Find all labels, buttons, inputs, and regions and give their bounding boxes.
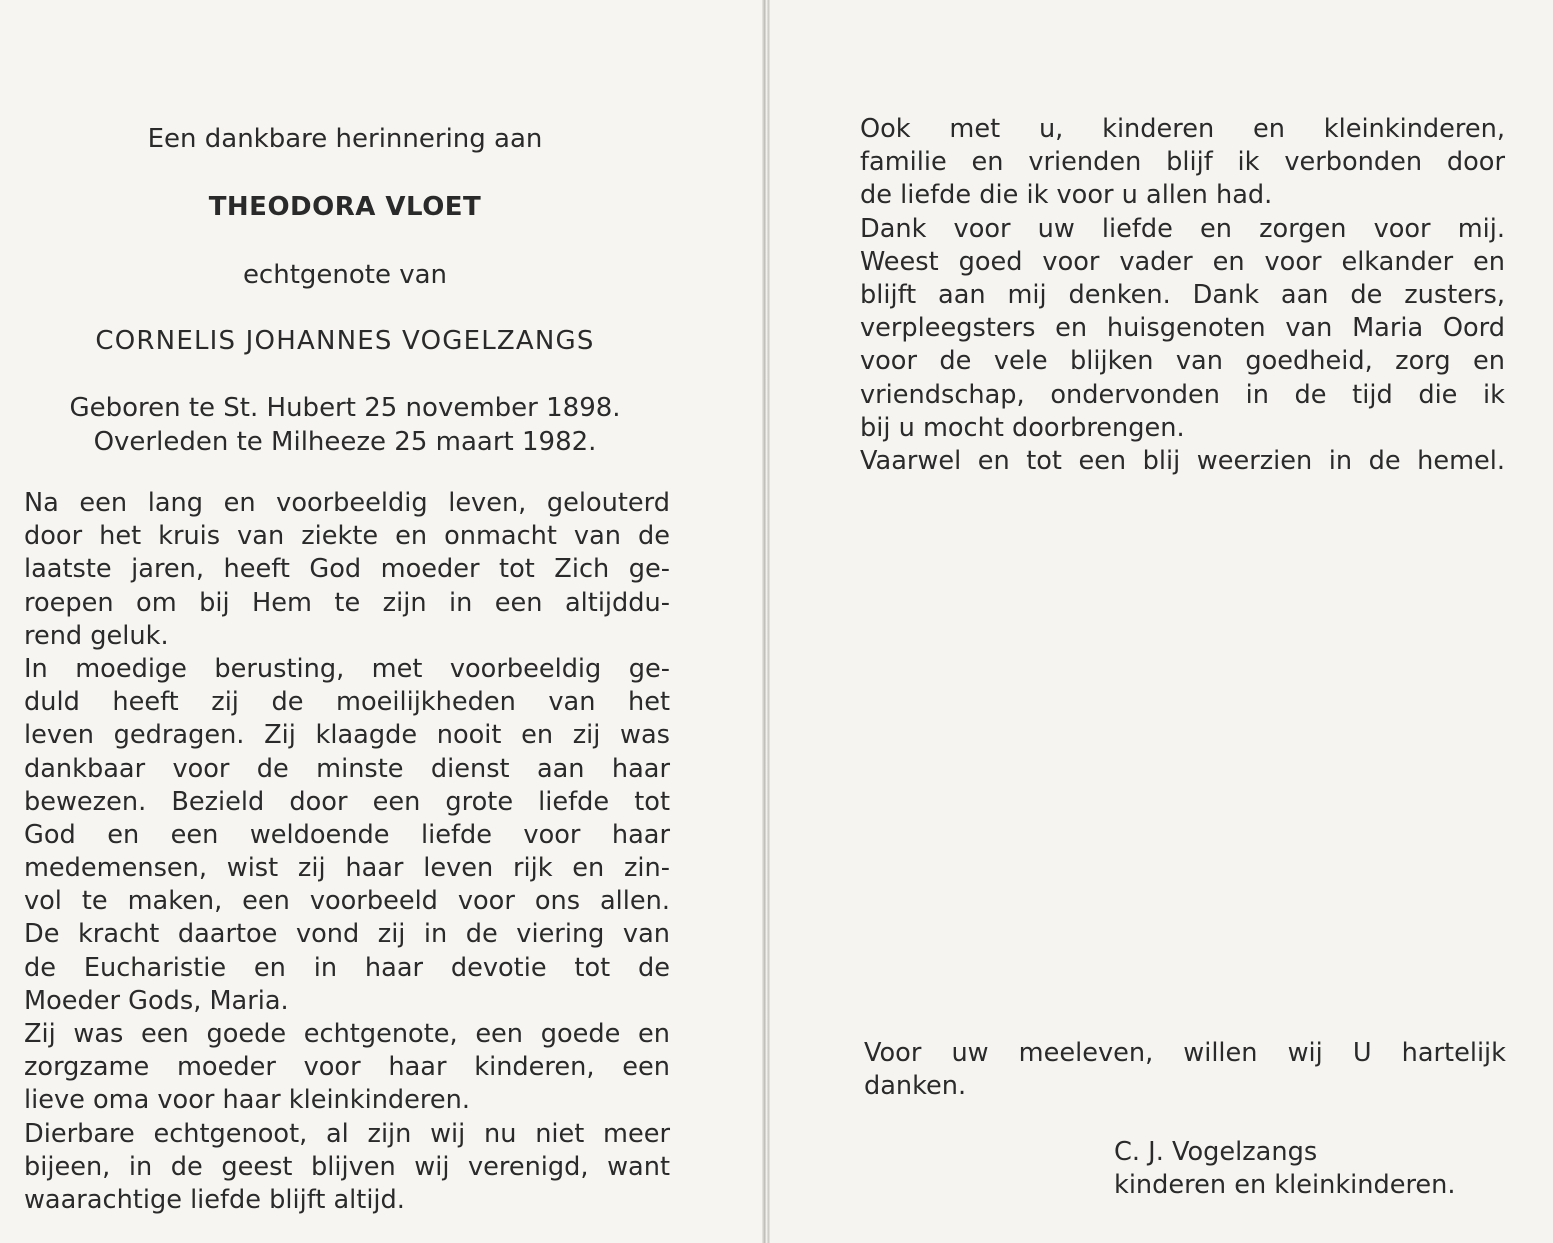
dates-block: [24, 391, 666, 459]
birth-line: Geboren te St. Hubert 25 november 1898.: [69, 393, 621, 423]
memorial-line: laatste jaren, heeft God moeder tot Zich ge-: [24, 554, 670, 585]
intro-text: Een dankbare herinnering aan: [147, 124, 543, 154]
memorial-line: God en een weldoende liefde voor haar: [24, 819, 670, 850]
memorial-line: dankbaar voor de minste dienst aan haar: [24, 753, 670, 784]
thanks-line: Voor uw meeleven, willen wij U hartelijk: [864, 1038, 1506, 1068]
card-fold: [762, 0, 770, 1243]
farewell-line: blijft aan mij denken. Dank aan de zusters,: [860, 279, 1505, 310]
memorial-line: rend geluk.: [24, 620, 169, 651]
farewell-line: voor de vele blijken van goedheid, zorg en: [860, 346, 1505, 377]
memorial-line: door het kruis van ziekte en onmacht van de: [24, 521, 670, 552]
deceased-name: THEODORA VLOET: [208, 192, 482, 222]
memorial-line: lieve oma voor haar kleinkinderen.: [24, 1085, 470, 1116]
farewell-line: vriendschap, ondervonden in de tijd die ik: [860, 379, 1505, 410]
signature-family: kinderen en kleinkinderen.: [1114, 1170, 1456, 1200]
farewell-line: Vaarwel en tot een blij weerzien in de hemel.: [860, 445, 1505, 476]
memorial-line: vol te maken, een voorbeeld voor ons allen.: [24, 886, 670, 917]
thanks-text: [864, 1037, 1506, 1103]
farewell-line: Dank voor uw liefde en zorgen voor mij.: [860, 213, 1505, 244]
farewell-text: [860, 113, 1505, 478]
memorial-line: duld heeft zij de moeilijkheden van het: [24, 687, 670, 718]
farewell-line: verpleegsters en huisgenoten van Maria Oord: [860, 313, 1505, 344]
memorial-line: Moeder Gods, Maria.: [24, 985, 289, 1016]
signature-name: C. J. Vogelzangs: [1114, 1137, 1318, 1167]
memorial-line: roepen om bij Hem te zijn in een altijddu-: [24, 587, 670, 618]
farewell-line: Weest goed voor vader en voor elkander en: [860, 246, 1505, 277]
memorial-line: de Eucharistie en in haar devotie tot de: [24, 952, 670, 983]
memorial-line: bewezen. Bezield door een grote liefde tot: [24, 786, 670, 817]
farewell-line: bij u mocht doorbrengen.: [860, 412, 1185, 443]
relation-text: echtgenote van: [242, 260, 448, 290]
memorial-line: Dierbare echtgenoot, al zijn wij nu niet meer: [24, 1118, 670, 1149]
farewell-line: Ook met u, kinderen en kleinkinderen,: [860, 114, 1505, 144]
memorial-text: [24, 487, 670, 1217]
farewell-line: de liefde die ik voor u allen had.: [860, 180, 1273, 211]
memorial-line: Na een lang en voorbeeldig leven, gelouterd: [24, 488, 670, 518]
thanks-line: danken.: [864, 1071, 967, 1102]
death-line: Overleden te Milheeze 25 maart 1982.: [93, 427, 597, 457]
memorial-line: zorgzame moeder voor haar kinderen, een: [24, 1052, 670, 1083]
memorial-line: waarachtige liefde blijft altijd.: [24, 1184, 405, 1215]
memorial-line: medemensen, wist zij haar leven rijk en zin-: [24, 853, 670, 884]
memorial-line: leven gedragen. Zij klaagde nooit en zij was: [24, 720, 670, 751]
memorial-line: In moedige berusting, met voorbeeldig ge-: [24, 653, 670, 684]
spouse-name: CORNELIS JOHANNES VOGELZANGS: [95, 326, 595, 356]
memorial-line: Zij was een goede echtgenote, een goede en: [24, 1019, 670, 1049]
signature-block: [1114, 1136, 1456, 1202]
memorial-line: De kracht daartoe vond zij in de viering van: [24, 919, 670, 950]
memorial-line: bijeen, in de geest blijven wij verenigd, want: [24, 1151, 670, 1182]
farewell-line: familie en vrienden blijf ik verbonden door: [860, 147, 1505, 178]
